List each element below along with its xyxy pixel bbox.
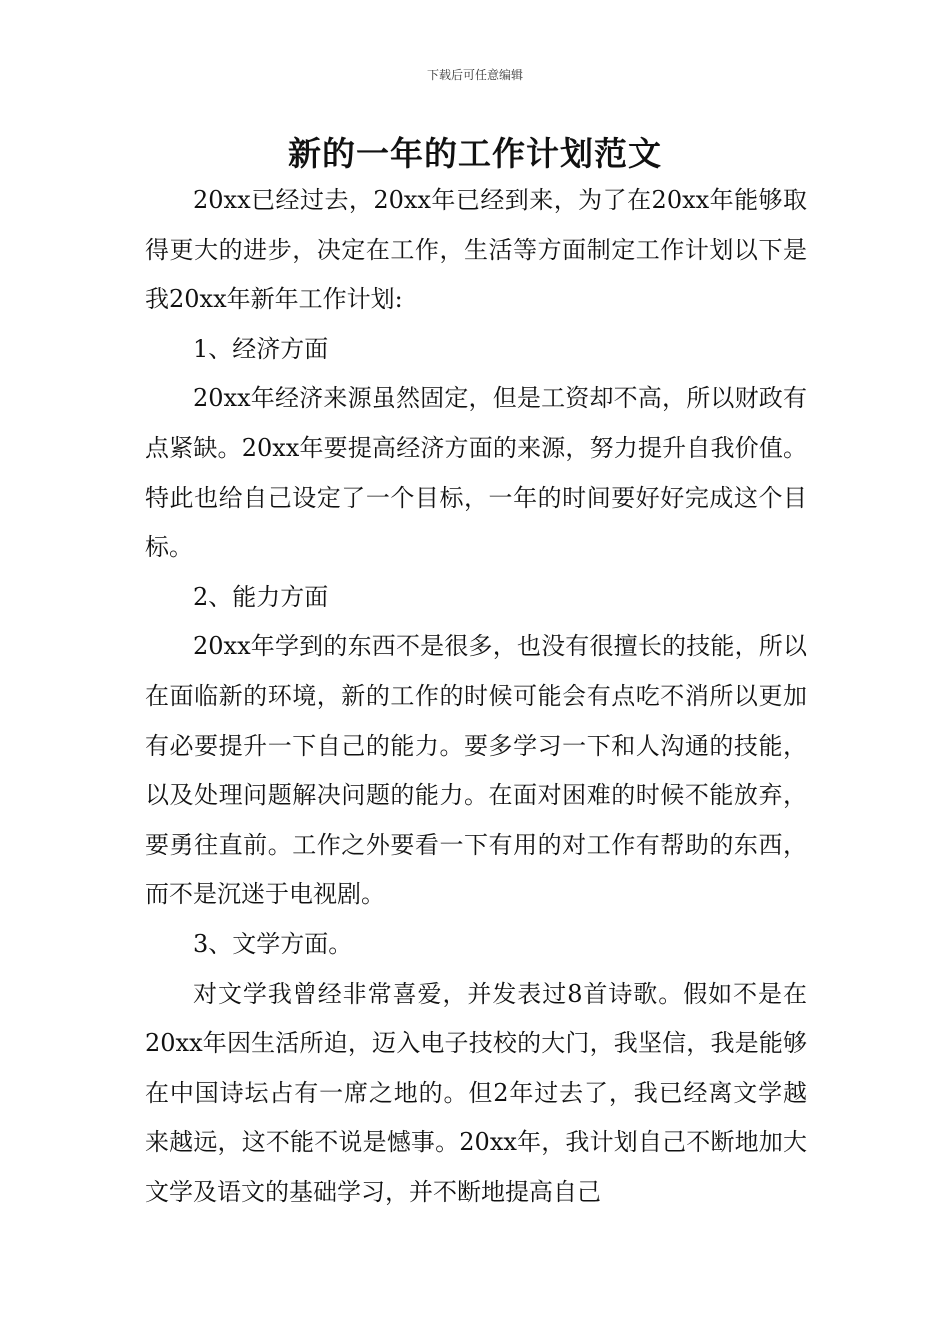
document-body — [145, 176, 807, 1217]
document-title: 新的一年的工作计划范文 — [288, 134, 662, 173]
section-heading-ability: 2、能力方面 — [193, 582, 329, 611]
header-note: 下载后可任意编辑 — [426, 68, 523, 82]
paragraph-literature: 对文学我曾经非常喜爱，并发表过8首诗歌。假如不是在20xx年因生活所迫，迈入电子技校的大门，我坚信，我是能够在中国诗坛占有一席之地的。但2年过去了，我已经离文学越来越远，这不能不说是憾事。20xx年，我计划自己不断地加大文学及语文的基础学习，并不断地提高自己 — [145, 979, 807, 1206]
paragraph-ability: 20xx年学到的东西不是很多，也没有很擅长的技能，所以在面临新的环境，新的工作的时候可能会有点吃不消所以更加有必要提升一下自己的能力。要多学习一下和人沟通的技能，以及处理问题解决问题的能力。在面对困难的时候不能放弃，要勇往直前。工作之外要看一下有用的对工作有帮助的东西，而不是沉迷于电视剧。 — [145, 632, 807, 909]
section-heading-economy: 1、经济方面 — [193, 334, 329, 363]
section-heading-literature: 3、文学方面。 — [193, 929, 353, 958]
paragraph-intro: 20xx已经过去，20xx年已经到来，为了在20xx年能够取得更大的进步，决定在工作，生活等方面制定工作计划以下是我20xx年新年工作计划: — [145, 186, 807, 314]
paragraph-economy: 20xx年经济来源虽然固定，但是工资却不高，所以财政有点紧缺。20xx年要提高经济方面的来源，努力提升自我价值。特此也给自己设定了一个目标，一年的时间要好好完成这个目标。 — [145, 384, 807, 562]
